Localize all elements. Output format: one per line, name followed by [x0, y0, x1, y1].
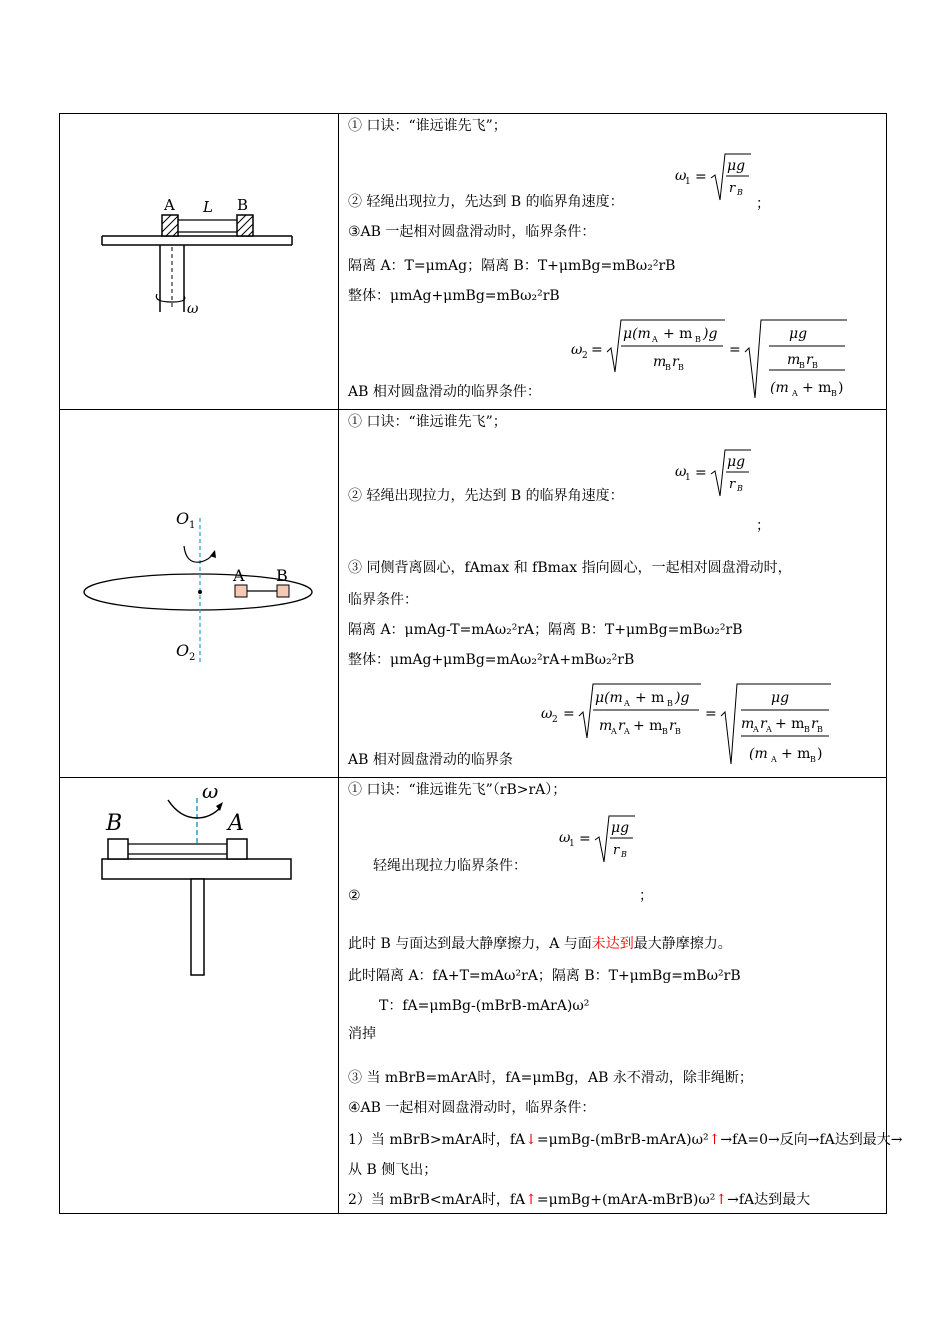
svg-text:B: B [810, 755, 816, 764]
disk-rope-figure-1 [60, 114, 338, 410]
svg-text:μg: μg [611, 820, 630, 836]
svg-text:(m: (m [749, 746, 768, 762]
svg-text:B: B [665, 363, 671, 372]
rule-line: ③ 同侧背离圆心，fAmax 和 fBmax 指向圆心，一起相对圆盘滑动时， [348, 560, 792, 576]
rule-line: ① 口诀：“谁远谁先飞”； [348, 414, 507, 430]
rule-line: 1）当 mBrB>mArA时，fA↓=μmBg-(mBrB-mArA)ω²↑→fA=0→反向→fA达到最大→ [348, 1132, 903, 1148]
svg-text:2: 2 [552, 715, 558, 725]
svg-text:B: B [695, 335, 701, 344]
svg-text:B: B [678, 363, 684, 372]
svg-text:ω: ω [675, 464, 687, 480]
omega1-formula [669, 444, 759, 504]
text-cell [339, 410, 887, 778]
rule-line: 2）当 mBrB<mArA时，fA↑=μmBg+(mArA-mBrB)ω²↑→fA达到最大 [348, 1192, 811, 1208]
omega2-formula [535, 678, 835, 766]
text-cell [339, 778, 903, 1214]
text-cell [339, 114, 887, 410]
svg-text:A: A [652, 335, 658, 344]
rule-line: 隔离 A：T=μmAg；隔离 B：T+μmBg=mBω₂²rB [348, 258, 676, 274]
rule-line: ④AB 一起相对圆盘滑动时，临界条件： [348, 1100, 596, 1116]
svg-text:m: m [653, 354, 667, 370]
svg-text:1: 1 [189, 520, 196, 531]
label-o2: O [176, 641, 190, 660]
svg-text:r: r [729, 477, 736, 492]
omega2-formula [565, 314, 855, 399]
svg-text:ω: ω [541, 706, 553, 722]
table-row [60, 778, 887, 1214]
svg-text:=: = [563, 706, 575, 722]
svg-text:1: 1 [685, 177, 691, 187]
svg-text:m: m [741, 716, 755, 732]
rule-line: 此时 B 与面达到最大静摩擦力，A 与面未达到最大静摩擦力。 [348, 936, 732, 952]
svg-text:+ m: + m [775, 716, 805, 732]
svg-text:μ(m: μ(m [595, 690, 623, 706]
svg-text:r: r [618, 718, 625, 734]
svg-text:B: B [737, 484, 743, 493]
label-omega: ω [202, 779, 219, 803]
svg-text:μg: μg [771, 690, 790, 706]
svg-text:=: = [729, 342, 741, 358]
svg-text:(m: (m [770, 380, 789, 396]
table-row [60, 114, 887, 410]
svg-text:B: B [799, 361, 805, 370]
disk-rope-figure-3 [60, 778, 338, 1214]
svg-text:μg: μg [727, 158, 746, 174]
svg-text:+ m: + m [802, 380, 832, 396]
svg-text:m: m [599, 718, 613, 734]
svg-text:A: A [611, 727, 617, 736]
figure-cell [60, 114, 339, 410]
label-omega: ω [187, 301, 199, 317]
svg-text:2: 2 [189, 652, 196, 663]
rule-line: 从 B 侧飞出； [348, 1162, 438, 1178]
svg-text:=: = [705, 706, 717, 722]
rule-line: 此时隔离 A：fA+T=mAω²rA；隔离 B：T+μmBg=mBω²rB [348, 968, 741, 984]
svg-text:B: B [831, 389, 837, 398]
rule-line: T：fA=μmBg-(mBrB-mArA)ω² [379, 998, 590, 1014]
figure-cell [60, 410, 339, 778]
svg-text:A: A [624, 699, 630, 708]
label-b: B [106, 811, 123, 836]
svg-text:m: m [787, 352, 801, 368]
svg-text:B: B [662, 727, 668, 736]
table-row [60, 410, 887, 778]
svg-text:A: A [624, 727, 630, 736]
label-o1: O [176, 509, 190, 528]
svg-text:B: B [817, 725, 823, 734]
rule-line: ③AB 一起相对圆盘滑动时，临界条件： [348, 224, 596, 240]
label-b: B [276, 566, 288, 585]
svg-text:B: B [737, 188, 743, 197]
label-a: A [233, 566, 245, 585]
svg-text:B: B [667, 699, 673, 708]
rule-line: AB 相对圆盘滑动的临界条 [348, 752, 513, 768]
svg-text:r: r [672, 354, 679, 370]
svg-text:)g: )g [675, 690, 690, 706]
semicolon: ； [639, 888, 653, 904]
rule-line: ① 口诀：“谁远谁先飞”； [348, 118, 507, 134]
label-a: A [164, 196, 175, 214]
svg-text:): ) [838, 380, 844, 396]
svg-text:r: r [760, 716, 767, 732]
label-b: B [237, 196, 249, 214]
svg-text:μg: μg [789, 326, 808, 342]
svg-text:=: = [695, 465, 707, 481]
svg-text:ω: ω [675, 168, 687, 184]
omega1-formula [553, 810, 643, 870]
svg-text:+ m: + m [663, 326, 693, 342]
rule-line: ① 口诀：“谁远谁先飞”（rB>rA）； [348, 782, 567, 798]
svg-text:A: A [766, 725, 772, 734]
svg-text:1: 1 [685, 473, 691, 483]
svg-text:=: = [579, 831, 591, 847]
rule-line: 轻绳出现拉力临界条件： [373, 858, 527, 874]
rule-line: 消掉 [348, 1026, 376, 1042]
rule-line: 临界条件： [348, 592, 418, 608]
omega1-formula [669, 148, 759, 208]
svg-text:r: r [806, 352, 813, 368]
svg-text:B: B [621, 850, 627, 859]
svg-text:r: r [729, 181, 736, 196]
rule-line: ③ 当 mBrB=mArA时，fA=μmBg，AB 永不滑动，除非绳断； [348, 1070, 753, 1086]
svg-text:ω: ω [571, 342, 583, 358]
svg-text:1: 1 [569, 839, 575, 849]
svg-text:): ) [817, 746, 823, 762]
svg-text:B: B [812, 361, 818, 370]
rule-line: 整体：μmAg+μmBg=mBω₂²rB [348, 288, 560, 304]
svg-text:A: A [792, 389, 798, 398]
rule-line: AB 相对圆盘滑动的临界条件： [348, 384, 541, 400]
svg-text:)g: )g [703, 326, 718, 342]
svg-text:ω: ω [559, 830, 571, 846]
content-table [59, 113, 903, 1214]
disk-rope-figure-2 [60, 410, 338, 778]
figure-cell [60, 778, 339, 1214]
svg-text:+ m: + m [635, 690, 665, 706]
svg-text:+ m: + m [781, 746, 811, 762]
svg-text:r: r [669, 718, 676, 734]
svg-text:r: r [811, 716, 818, 732]
semicolon: ； [756, 196, 770, 212]
svg-text:B: B [675, 727, 681, 736]
svg-text:A: A [771, 755, 777, 764]
svg-text:=: = [591, 342, 603, 358]
rule-line: 整体：μmAg+μmBg=mAω₂²rA+mBω₂²rB [348, 652, 635, 668]
svg-text:+ m: + m [633, 718, 663, 734]
svg-text:=: = [695, 169, 707, 185]
svg-text:μ(m: μ(m [623, 326, 651, 342]
rule-line: ② [348, 888, 361, 904]
svg-text:2: 2 [582, 351, 588, 361]
svg-text:B: B [804, 725, 810, 734]
svg-text:A: A [753, 725, 759, 734]
rule-line: ② 轻绳出现拉力，先达到 B 的临界角速度： [348, 488, 624, 504]
rule-line: 隔离 A：μmAg-T=mAω₂²rA；隔离 B：T+μmBg=mBω₂²rB [348, 622, 743, 638]
svg-text:μg: μg [727, 454, 746, 470]
rule-line: ② 轻绳出现拉力，先达到 B 的临界角速度： [348, 194, 624, 210]
semicolon: ； [756, 518, 770, 534]
svg-text:r: r [613, 843, 620, 858]
label-a: A [228, 811, 244, 836]
label-l: L [203, 198, 213, 216]
